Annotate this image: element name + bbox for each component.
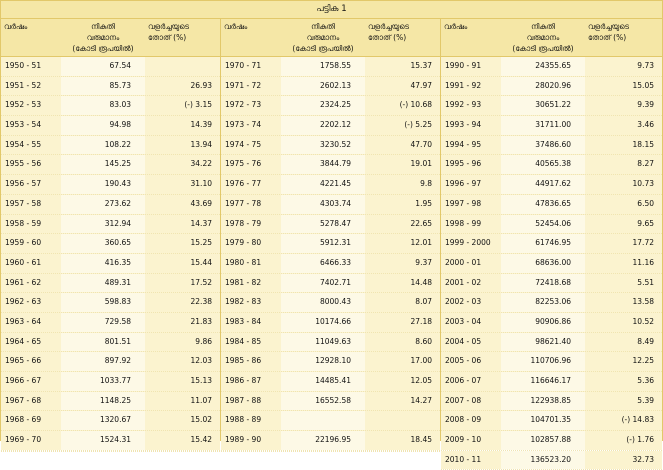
- cell-growth-rate: (-) 3.15: [145, 96, 220, 115]
- cell-tax-revenue: 108.22: [61, 136, 145, 155]
- header-tax-line2: വരുമാനം: [526, 33, 560, 42]
- table-row: [441, 352, 662, 372]
- table-row: [441, 96, 662, 116]
- cell-tax-revenue: 897.92: [61, 352, 145, 371]
- cell-growth-rate: 12.05: [365, 372, 440, 391]
- cell-year: 1992 - 93: [441, 96, 501, 115]
- cell-year: 1984 - 85: [221, 333, 281, 352]
- cell-year: 1995 - 96: [441, 155, 501, 174]
- cell-growth-rate: 8.49: [585, 333, 662, 352]
- cell-growth-rate: 6.50: [585, 195, 662, 214]
- column-header-row: [1, 19, 220, 57]
- table-row: [221, 313, 440, 333]
- cell-growth-rate: 15.02: [145, 411, 220, 430]
- table-row: [1, 96, 220, 116]
- cell-tax-revenue: 2324.25: [281, 96, 365, 115]
- table-row: [441, 77, 662, 97]
- table-row: [441, 274, 662, 294]
- cell-growth-rate: 27.18: [365, 313, 440, 332]
- cell-year: 2000 - 01: [441, 254, 501, 273]
- cell-growth-rate: 13.58: [585, 293, 662, 312]
- cell-tax-revenue: 10174.66: [281, 313, 365, 332]
- table-row: [441, 293, 662, 313]
- cell-tax-revenue: 24355.65: [501, 57, 585, 76]
- cell-tax-revenue: 7402.71: [281, 274, 365, 293]
- cell-tax-revenue: 360.65: [61, 234, 145, 253]
- cell-year: 1972 - 73: [221, 96, 281, 115]
- cell-tax-revenue: 1758.55: [281, 57, 365, 76]
- cell-growth-rate: 26.93: [145, 77, 220, 96]
- cell-year: 1960 - 61: [1, 254, 61, 273]
- table-row: [1, 411, 220, 431]
- cell-growth-rate: 9.86: [145, 333, 220, 352]
- cell-tax-revenue: 3844.79: [281, 155, 365, 174]
- table-row: [441, 195, 662, 215]
- cell-growth-rate: 17.00: [365, 352, 440, 371]
- cell-year: 1983 - 84: [221, 313, 281, 332]
- cell-tax-revenue: 801.51: [61, 333, 145, 352]
- cell-tax-revenue: 22196.95: [281, 431, 365, 450]
- cell-year: 2002 - 03: [441, 293, 501, 312]
- cell-growth-rate: [365, 411, 440, 430]
- header-growth-line2: തോത് (%): [588, 33, 627, 42]
- cell-growth-rate: 9.39: [585, 96, 662, 115]
- cell-growth-rate: 12.25: [585, 352, 662, 371]
- header-year-label: വർഷം: [224, 22, 248, 31]
- table-row: [1, 175, 220, 195]
- header-tax-line1: നികുതി: [91, 22, 115, 31]
- cell-year: 1951 - 52: [1, 77, 61, 96]
- cell-year: 1976 - 77: [221, 175, 281, 194]
- table-row: [441, 136, 662, 156]
- cell-tax-revenue: 5912.31: [281, 234, 365, 253]
- table-panels: [1, 19, 662, 464]
- cell-year: 1969 - 70: [1, 431, 61, 450]
- cell-year: 2009 - 10: [441, 431, 501, 450]
- cell-year: 1985 - 86: [221, 352, 281, 371]
- table-row: [221, 293, 440, 313]
- cell-year: 2001 - 02: [441, 274, 501, 293]
- header-year-label: വർഷം: [444, 22, 468, 31]
- cell-year: 1993 - 94: [441, 116, 501, 135]
- cell-growth-rate: 17.52: [145, 274, 220, 293]
- header-growth-line2: തോത് (%): [148, 33, 187, 42]
- cell-growth-rate: 12.03: [145, 352, 220, 371]
- cell-year: 1975 - 76: [221, 155, 281, 174]
- cell-tax-revenue: 47836.65: [501, 195, 585, 214]
- cell-growth-rate: 11.16: [585, 254, 662, 273]
- header-tax-line3: (കോടി രൂപയിൽ): [512, 44, 574, 53]
- cell-tax-revenue: 72418.68: [501, 274, 585, 293]
- cell-tax-revenue: 2602.13: [281, 77, 365, 96]
- cell-tax-revenue: 145.25: [61, 155, 145, 174]
- table-row: [221, 451, 440, 452]
- cell-tax-revenue: 67.54: [61, 57, 145, 76]
- cell-growth-rate: 14.37: [145, 215, 220, 234]
- cell-year: 1953 - 54: [1, 116, 61, 135]
- cell-tax-revenue: 116646.17: [501, 372, 585, 391]
- cell-tax-revenue: 3230.52: [281, 136, 365, 155]
- table-row: [1, 57, 220, 77]
- cell-tax-revenue: 82253.06: [501, 293, 585, 312]
- header-year: [441, 19, 501, 56]
- table-row: [221, 215, 440, 235]
- table-row: [441, 215, 662, 235]
- cell-growth-rate: 31.10: [145, 175, 220, 194]
- table-row: [1, 313, 220, 333]
- cell-tax-revenue: 98621.40: [501, 333, 585, 352]
- cell-year: 1961 - 62: [1, 274, 61, 293]
- cell-growth-rate: 9.37: [365, 254, 440, 273]
- cell-growth-rate: 10.73: [585, 175, 662, 194]
- cell-tax-revenue: 104701.35: [501, 411, 585, 430]
- header-growth: [365, 19, 440, 56]
- table-row: [1, 116, 220, 136]
- table-row: [441, 451, 662, 470]
- cell-year: 2004 - 05: [441, 333, 501, 352]
- cell-year: 1979 - 80: [221, 234, 281, 253]
- cell-tax-revenue: 110706.96: [501, 352, 585, 371]
- cell-tax-revenue: 6466.33: [281, 254, 365, 273]
- cell-growth-rate: (-) 14.83: [585, 411, 662, 430]
- cell-tax-revenue: 102857.88: [501, 431, 585, 450]
- header-tax: [501, 19, 585, 56]
- table-row: [441, 313, 662, 333]
- cell-tax-revenue: 14485.41: [281, 372, 365, 391]
- table-row: [441, 372, 662, 392]
- cell-tax-revenue: 37486.60: [501, 136, 585, 155]
- header-tax-line3: (കോടി രൂപയിൽ): [292, 44, 354, 53]
- cell-growth-rate: 15.44: [145, 254, 220, 273]
- cell-year: 1963 - 64: [1, 313, 61, 332]
- cell-tax-revenue: 312.94: [61, 215, 145, 234]
- cell-tax-revenue: 1033.77: [61, 372, 145, 391]
- table-row: [1, 333, 220, 353]
- cell-growth-rate: 9.8: [365, 175, 440, 194]
- cell-year: 1982 - 83: [221, 293, 281, 312]
- table-row: [221, 77, 440, 97]
- header-tax: [281, 19, 365, 56]
- cell-year: 1959 - 60: [1, 234, 61, 253]
- table-row: [221, 136, 440, 156]
- cell-year: 1994 - 95: [441, 136, 501, 155]
- cell-year: 2006 - 07: [441, 372, 501, 391]
- cell-growth-rate: 1.95: [365, 195, 440, 214]
- cell-tax-revenue: 273.62: [61, 195, 145, 214]
- panel-1990s-2010s: [440, 19, 662, 464]
- column-header-row: [441, 19, 662, 57]
- table-row: [221, 392, 440, 412]
- cell-year: 1997 - 98: [441, 195, 501, 214]
- cell-year: 1950 - 51: [1, 57, 61, 76]
- table-row: [1, 451, 220, 452]
- cell-growth-rate: 9.65: [585, 215, 662, 234]
- table-row: [441, 234, 662, 254]
- cell-year: 2008 - 09: [441, 411, 501, 430]
- cell-tax-revenue: 94.98: [61, 116, 145, 135]
- header-year: [1, 19, 61, 56]
- cell-year: 1966 - 67: [1, 372, 61, 391]
- header-tax-line3: (കോടി രൂപയിൽ): [72, 44, 134, 53]
- cell-tax-revenue: [281, 411, 365, 430]
- table-row: [221, 155, 440, 175]
- cell-growth-rate: [145, 57, 220, 76]
- header-growth-line2: തോത് (%): [368, 33, 407, 42]
- cell-tax-revenue: 40565.38: [501, 155, 585, 174]
- table-row: [1, 392, 220, 412]
- cell-year: 1978 - 79: [221, 215, 281, 234]
- cell-tax-revenue: 83.03: [61, 96, 145, 115]
- header-growth: [145, 19, 220, 56]
- table-row: [1, 352, 220, 372]
- cell-growth-rate: 5.51: [585, 274, 662, 293]
- cell-growth-rate: 9.73: [585, 57, 662, 76]
- cell-tax-revenue: 61746.95: [501, 234, 585, 253]
- cell-growth-rate: 15.05: [585, 77, 662, 96]
- cell-tax-revenue: 136523.20: [501, 451, 585, 470]
- cell-growth-rate: 13.94: [145, 136, 220, 155]
- cell-growth-rate: 47.97: [365, 77, 440, 96]
- header-year-label: വർഷം: [4, 22, 28, 31]
- cell-year: 1954 - 55: [1, 136, 61, 155]
- header-tax: [61, 19, 145, 56]
- table-row: [221, 372, 440, 392]
- cell-growth-rate: 34.22: [145, 155, 220, 174]
- cell-tax-revenue: 729.58: [61, 313, 145, 332]
- cell-year: 1989 - 90: [221, 431, 281, 450]
- cell-tax-revenue: 11049.63: [281, 333, 365, 352]
- cell-year: 1988 - 89: [221, 411, 281, 430]
- cell-year: 1981 - 82: [221, 274, 281, 293]
- table-row: [221, 175, 440, 195]
- header-year: [221, 19, 281, 56]
- table-row: [1, 195, 220, 215]
- cell-growth-rate: 21.83: [145, 313, 220, 332]
- table-row: [1, 254, 220, 274]
- header-growth: [585, 19, 662, 56]
- table-row: [441, 411, 662, 431]
- cell-year: 1986 - 87: [221, 372, 281, 391]
- table-row: [1, 234, 220, 254]
- cell-growth-rate: 18.45: [365, 431, 440, 450]
- header-tax-line1: നികുതി: [311, 22, 335, 31]
- cell-growth-rate: 43.69: [145, 195, 220, 214]
- cell-year: 1980 - 81: [221, 254, 281, 273]
- panel-1970s-1980s: [220, 19, 440, 445]
- cell-growth-rate: 14.48: [365, 274, 440, 293]
- cell-tax-revenue: 85.73: [61, 77, 145, 96]
- cell-year: 1998 - 99: [441, 215, 501, 234]
- cell-year: 1974 - 75: [221, 136, 281, 155]
- cell-year: 2010 - 11: [441, 451, 501, 470]
- cell-tax-revenue: 68636.00: [501, 254, 585, 273]
- cell-tax-revenue: 489.31: [61, 274, 145, 293]
- table-row: [221, 57, 440, 77]
- cell-year: 1965 - 66: [1, 352, 61, 371]
- cell-tax-revenue: 4303.74: [281, 195, 365, 214]
- cell-year: 2005 - 06: [441, 352, 501, 371]
- cell-tax-revenue: 4221.45: [281, 175, 365, 194]
- cell-year: 2003 - 04: [441, 313, 501, 332]
- cell-year: 1967 - 68: [1, 392, 61, 411]
- cell-tax-revenue: 44917.62: [501, 175, 585, 194]
- cell-year: 1987 - 88: [221, 392, 281, 411]
- table-row: [1, 274, 220, 294]
- table-row: [1, 293, 220, 313]
- table-row: [221, 352, 440, 372]
- header-growth-line1: വളർച്ചയുടെ: [148, 22, 190, 31]
- cell-year: 1956 - 57: [1, 175, 61, 194]
- cell-growth-rate: 17.72: [585, 234, 662, 253]
- cell-year: 1991 - 92: [441, 77, 501, 96]
- cell-year: 1968 - 69: [1, 411, 61, 430]
- cell-growth-rate: 8.07: [365, 293, 440, 312]
- cell-tax-revenue: 8000.43: [281, 293, 365, 312]
- cell-year: 1973 - 74: [221, 116, 281, 135]
- table-row: [1, 77, 220, 97]
- cell-year: 1964 - 65: [1, 333, 61, 352]
- table-row: [221, 274, 440, 294]
- cell-tax-revenue: 416.35: [61, 254, 145, 273]
- table-row: [221, 411, 440, 431]
- cell-tax-revenue: 190.43: [61, 175, 145, 194]
- cell-tax-revenue: 30651.22: [501, 96, 585, 115]
- cell-tax-revenue: 12928.10: [281, 352, 365, 371]
- cell-growth-rate: 5.39: [585, 392, 662, 411]
- header-tax-line2: വരുമാനം: [86, 33, 120, 42]
- cell-growth-rate: 22.38: [145, 293, 220, 312]
- cell-year: 1977 - 78: [221, 195, 281, 214]
- cell-year: 1958 - 59: [1, 215, 61, 234]
- cell-growth-rate: 14.27: [365, 392, 440, 411]
- cell-growth-rate: 8.27: [585, 155, 662, 174]
- table-row: [441, 392, 662, 412]
- cell-growth-rate: 15.37: [365, 57, 440, 76]
- table-title: പട്ടിക 1: [1, 1, 662, 19]
- cell-year: 1952 - 53: [1, 96, 61, 115]
- table-row: [221, 96, 440, 116]
- table-row: [221, 333, 440, 353]
- cell-tax-revenue: 52454.06: [501, 215, 585, 234]
- table-row: [441, 254, 662, 274]
- cell-growth-rate: 12.01: [365, 234, 440, 253]
- cell-tax-revenue: 90906.86: [501, 313, 585, 332]
- cell-year: 1999 - 2000: [441, 234, 501, 253]
- cell-tax-revenue: 31711.00: [501, 116, 585, 135]
- cell-growth-rate: 15.42: [145, 431, 220, 450]
- table-row: [441, 116, 662, 136]
- cell-tax-revenue: 5278.47: [281, 215, 365, 234]
- cell-growth-rate: (-) 5.25: [365, 116, 440, 135]
- cell-growth-rate: 15.25: [145, 234, 220, 253]
- cell-year: 1971 - 72: [221, 77, 281, 96]
- table-row: [1, 215, 220, 235]
- table-row: [441, 155, 662, 175]
- cell-growth-rate: 3.46: [585, 116, 662, 135]
- cell-growth-rate: 5.36: [585, 372, 662, 391]
- cell-growth-rate: 10.52: [585, 313, 662, 332]
- cell-year: 1990 - 91: [441, 57, 501, 76]
- cell-tax-revenue: 1524.31: [61, 431, 145, 450]
- table-row: [441, 57, 662, 77]
- cell-tax-revenue: 122938.85: [501, 392, 585, 411]
- cell-year: 2007 - 08: [441, 392, 501, 411]
- table-row: [221, 234, 440, 254]
- cell-tax-revenue: 28020.96: [501, 77, 585, 96]
- cell-growth-rate: 19.01: [365, 155, 440, 174]
- header-growth-line1: വളർച്ചയുടെ: [588, 22, 630, 31]
- cell-year: 1962 - 63: [1, 293, 61, 312]
- cell-growth-rate: 22.65: [365, 215, 440, 234]
- cell-growth-rate: 14.39: [145, 116, 220, 135]
- table-row: [1, 372, 220, 392]
- cell-growth-rate: (-) 10.68: [365, 96, 440, 115]
- header-tax-line1: നികുതി: [531, 22, 555, 31]
- table-row: [441, 175, 662, 195]
- cell-growth-rate: 32.73: [585, 451, 662, 470]
- cell-growth-rate: 15.13: [145, 372, 220, 391]
- cell-tax-revenue: 598.83: [61, 293, 145, 312]
- cell-year: 1957 - 58: [1, 195, 61, 214]
- table-row: [221, 254, 440, 274]
- cell-tax-revenue: 1148.25: [61, 392, 145, 411]
- cell-growth-rate: 11.07: [145, 392, 220, 411]
- cell-year: 1996 - 97: [441, 175, 501, 194]
- cell-growth-rate: 8.60: [365, 333, 440, 352]
- cell-growth-rate: 47.70: [365, 136, 440, 155]
- cell-tax-revenue: 1320.67: [61, 411, 145, 430]
- table-row: [1, 136, 220, 156]
- table-row: [1, 155, 220, 175]
- header-growth-line1: വളർച്ചയുടെ: [368, 22, 410, 31]
- table-row: [221, 116, 440, 136]
- column-header-row: [221, 19, 440, 57]
- cell-growth-rate: 18.15: [585, 136, 662, 155]
- cell-growth-rate: (-) 1.76: [585, 431, 662, 450]
- panel-1950s-1960s: [1, 19, 220, 445]
- table-row: [221, 195, 440, 215]
- cell-tax-revenue: 2202.12: [281, 116, 365, 135]
- cell-year: 1955 - 56: [1, 155, 61, 174]
- cell-year: 1970 - 71: [221, 57, 281, 76]
- table-row: [441, 333, 662, 353]
- header-tax-line2: വരുമാനം: [306, 33, 340, 42]
- cell-tax-revenue: 16552.58: [281, 392, 365, 411]
